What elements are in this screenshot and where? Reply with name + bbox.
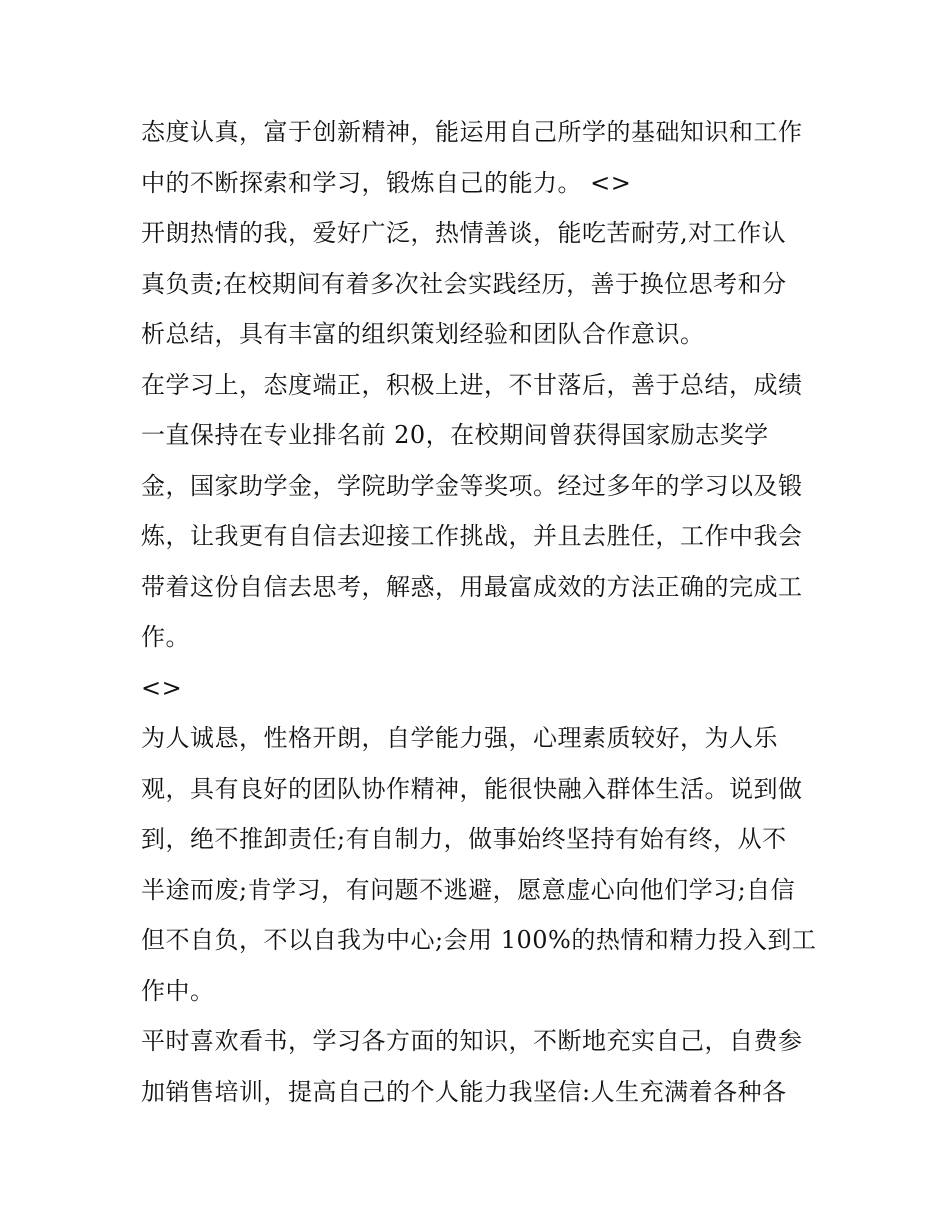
text-line: 中的不断探索和学习，锻炼自己的能力。 <> [141, 168, 632, 197]
text-line: 在学习上，态度端正，积极上进，不甘落后，善于总结，成绩 [141, 370, 803, 399]
text-line: 作中。 [141, 976, 215, 1005]
text-line: 金，国家助学金，学院助学金等奖项。经过多年的学习以及锻 [141, 471, 803, 500]
text-line: 作。 [141, 623, 190, 651]
text-line: 半途而废;肯学习，有问题不逃避，愿意虚心向他们学习;自信 [141, 875, 796, 904]
text-line: 观，具有良好的团队协作精神，能很快融入群体生活。说到做 [141, 774, 803, 803]
text-line: 炼，让我更有自信去迎接工作挑战，并且去胜任，工作中我会 [141, 522, 803, 550]
text-line: 到，绝不推卸责任;有自制力，做事始终坚持有始有终，从不 [141, 825, 787, 853]
text-line: 但不自负，不以自我为中心;会用 100%的热情和精力投入到工 [141, 926, 817, 954]
text-line: 态度认真，富于创新精神，能运用自己所学的基础知识和工作 [141, 118, 803, 146]
text-line: 开朗热情的我，爱好广泛，热情善谈，能吃苦耐劳,对工作认 [141, 219, 787, 247]
text-line: 真负责;在校期间有着多次社会实践经历，善于换位思考和分 [141, 269, 787, 298]
text-line: 一直保持在专业排名前 20，在校期间曾获得国家励志奖学 [141, 421, 769, 449]
text-line: 带着这份自信去思考，解惑，用最富成效的方法正确的完成工 [141, 572, 803, 601]
text-line: 为人诚恳，性格开朗，自学能力强，心理素质较好，为人乐 [141, 724, 778, 752]
text-line: <> [141, 673, 183, 702]
text-line: 平时喜欢看书，学习各方面的知识，不断地充实自己，自费参 [141, 1027, 803, 1055]
text-line: 加销售培训，提高自己的个人能力我坚信:人生充满着各种各 [141, 1077, 787, 1106]
document-body [141, 107, 821, 1117]
text-line: 析总结，具有丰富的组织策划经验和团队合作意识。 [141, 320, 705, 348]
